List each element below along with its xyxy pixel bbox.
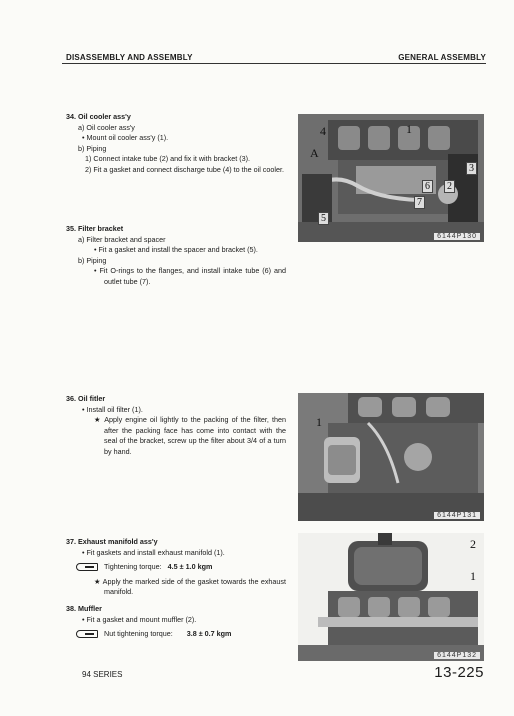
- header-section-title: DISASSEMBLY AND ASSEMBLY: [66, 53, 193, 62]
- figure-2-callout-1: 1: [316, 415, 322, 429]
- section-36-title: 36. Oil fitler: [66, 394, 106, 403]
- section-37-note: ★ Apply the marked side of the gasket towards the exhaust manifold.: [94, 576, 286, 597]
- figure-oil-filter-photo: [298, 393, 484, 521]
- figure-1-callout-2: 2: [444, 180, 455, 193]
- section-34-step-b1: 1) Connect intake tube (2) and fix it with bracket (3).: [85, 154, 250, 164]
- page-number: 13-225: [434, 664, 484, 681]
- figure-1-callout-6: 6: [422, 180, 433, 193]
- figure-1-callout-a: A: [310, 146, 319, 160]
- figure-3-callout-1: 1: [470, 569, 476, 583]
- figure-1-callout-3: 3: [466, 162, 477, 175]
- section-34-step-a-bullet: • Mount oil cooler ass'y (1).: [82, 133, 169, 143]
- section-38-torque: [66, 629, 286, 640]
- section-37-title: 37. Exhaust manifold ass'y: [66, 537, 158, 546]
- section-35-step-b-bullet: • Fit O-rings to the flanges, and install intake tube (6) and outlet tube (7).: [94, 266, 286, 286]
- section-36-note: ★ Apply engine oil lightly to the packing of the filter, then after the packing face has come into contact with the seal of the bracket, screw up the filter about 3/4 of a turn by hand.: [94, 415, 286, 456]
- figure-2-id: 6144P131: [434, 512, 480, 519]
- section-37-torque-value: 4.5 ± 1.0 kgm: [167, 562, 213, 572]
- section-36-bullet: • Install oil filter (1).: [82, 404, 143, 414]
- section-36: [66, 394, 286, 458]
- section-35-title: 35. Filter bracket: [66, 224, 124, 233]
- torque-wrench-icon: [76, 630, 98, 638]
- figure-muffler-photo: [298, 533, 484, 661]
- section-38: [66, 604, 286, 644]
- section-34-step-b2: 2) Fit a gasket and connect discharge tube (4) to the oil cooler.: [85, 164, 284, 174]
- figure-oil-cooler-photo: [298, 114, 484, 242]
- section-37-torque-label: Tightening torque:: [104, 562, 162, 572]
- figure-3-callout-2: 2: [470, 537, 476, 551]
- section-38-torque-value: 3.8 ± 0.7 kgm: [186, 629, 232, 639]
- figure-1-callout-4: 4: [320, 124, 326, 138]
- section-34-title: 34. Oil cooler ass'y: [66, 112, 131, 121]
- engine-photo-image: [298, 393, 484, 521]
- section-34: [66, 112, 286, 176]
- section-38-title: 38. Muffler: [66, 604, 102, 613]
- section-37: [66, 537, 286, 598]
- figure-1-id: 6144P130: [434, 233, 480, 240]
- section-34-step-b: b) Piping: [78, 143, 107, 153]
- footer-series: 94 SERIES: [82, 670, 123, 679]
- section-37-torque: [66, 562, 286, 573]
- section-37-bullet: • Fit gaskets and install exhaust manifold (1).: [82, 547, 225, 557]
- header-rule: [62, 63, 486, 64]
- figure-1-callout-1: 1: [406, 122, 412, 136]
- section-38-torque-label: Nut tightening torque:: [104, 629, 173, 639]
- section-35-step-b: b) Piping: [78, 255, 107, 265]
- torque-wrench-icon: [76, 563, 98, 571]
- header-chapter-title: GENERAL ASSEMBLY: [398, 53, 486, 62]
- section-35: [66, 224, 286, 288]
- section-35-step-a: a) Filter bracket and spacer: [78, 234, 166, 244]
- section-35-step-a-bullet: • Fit a gasket and install the spacer and bracket (5).: [94, 245, 258, 255]
- section-38-bullet: • Fit a gasket and mount muffler (2).: [82, 614, 197, 624]
- figure-3-id: 6144P132: [434, 652, 480, 659]
- figure-1-callout-5: 5: [318, 212, 329, 225]
- section-34-step-a: a) Oil cooler ass'y: [78, 122, 135, 132]
- figure-1-callout-7: 7: [414, 196, 425, 209]
- engine-photo-image: [298, 533, 484, 661]
